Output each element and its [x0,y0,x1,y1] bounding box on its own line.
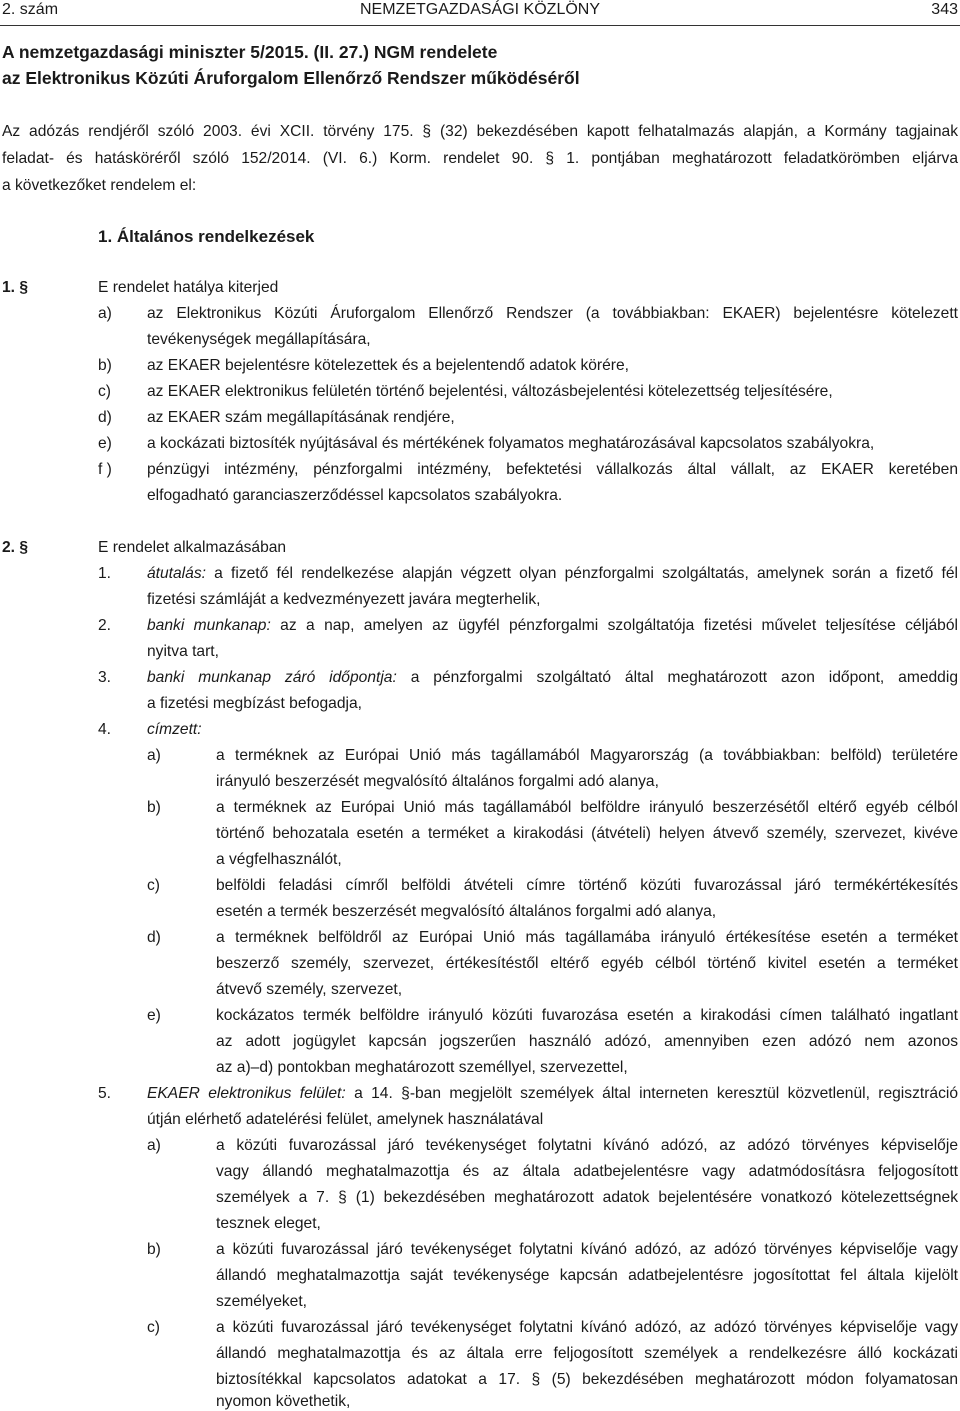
sub-item-text: állandó meghatalmazottja és az általa erre feljogosított személyek a rendelkezésre álló kockázati [216,1345,958,1362]
par1-item-text: az EKAER szám megállapításának rendjére, [147,409,455,426]
par1-item-letter: c) [98,383,111,400]
par1-item-letter: a) [98,305,112,322]
sub-item-letter: b) [147,799,161,816]
par1-item-text: elfogadható garanciaszerződéssel kapcsolatos szabályokra. [147,487,563,504]
sub-item-letter: b) [147,1241,161,1258]
defined-term: EKAER elektronikus felület: [147,1085,346,1102]
header-rule [0,25,960,26]
par1-item-text: a kockázati biztosíték nyújtásával és mértékének folyamatos meghatározásával kapcsolatos szabályokra, [147,435,875,452]
sub-item-text: irányuló beszerzését megvalósító általános forgalmi adó alanya, [216,773,659,790]
preamble-line-2: feladat- és hatásköréről szóló 152/2014. (VI. 6.) Korm. rendelet 90. § 1. pontjában meghatározott feladatkörömben eljárva [2,150,958,167]
par1-item-text: pénzügyi intézmény, pénzforgalmi intézmény, befektetési vállalkozás által vállalt, az EKAER keretében [147,461,958,478]
paragraph-1-intro: E rendelet hatálya kiterjed [98,279,279,296]
par1-item-letter: b) [98,357,112,374]
defined-term: banki munkanap záró időpontja: [147,669,397,686]
sub-item-text: az a)–d) pontokban meghatározott személlyel, szervezettel, [216,1059,628,1076]
sub-item-text: állandó meghatalmazottja saját tevékenysége kapcsán adatbejelentésre jogosítottat fel általa kijelölt [216,1267,958,1284]
sub-item-text: tesznek eleget, [216,1215,321,1232]
preamble-line-3: a következőket rendelem el: [2,177,197,194]
definition-text: EKAER elektronikus felület: a 14. §-ban megjelölt személyek által interneten keresztül közvetlenül, regisztráció [147,1085,959,1102]
sub-item-text: beszerző személy, szervezet, értékesítéstől eltérő egyéb célból történő kivitel esetén a terméket [216,955,958,972]
par1-item-letter: e) [98,435,112,452]
definition-text: banki munkanap záró időpontja: a pénzforgalmi szolgáltató által meghatározott azon időpont, ameddig [147,669,958,686]
par1-item-text: az EKAER elektronikus felületén történő bejelentési, változásbejelentési kötelezettség teljesítésére, [147,383,833,400]
issue-number: 2. szám [2,1,59,18]
sub-item-text: esetén a termék beszerzését megvalósító általános forgalmi adó alanya, [216,903,717,920]
sub-item-text: a közúti fuvarozással járó tevékenységet folytatni kívánó adózó, az adózó törvényes képviselője vagy [216,1319,958,1336]
sub-item-letter: c) [147,877,160,894]
definition-text: a fizetési megbízást befogadja, [147,695,362,712]
preamble-line-1: Az adózás rendjéről szóló 2003. évi XCII. törvény 175. § (32) bekezdésében kapott felhatalmazás alapján, a Kormány tagjainak [2,123,958,140]
paragraph-2-intro: E rendelet alkalmazásában [98,539,287,556]
sub-item-letter: a) [147,1137,161,1154]
section-heading: 1. Általános rendelkezések [98,227,315,246]
sub-item-text: az adott jogügylet kapcsán jogszerűen használó adózó, amennyiben ezen adózó nem azonos [216,1033,958,1050]
page-header [0,0,960,24]
definition-text: banki munkanap: az a nap, amelyen az ügyfél pénzforgalmi szolgáltatója fizetési művelet teljesítése céljából [147,617,958,634]
definition-text: nyitva tart, [147,643,219,660]
sub-item-text: biztosítékkal kapcsolatos adatokat a 17. § (5) bekezdésében meghatározott módon folyamatosan [216,1371,958,1388]
sub-item-letter: a) [147,747,161,764]
par1-item-letter: d) [98,409,112,426]
sub-item-text: a közúti fuvarozással járó tevékenységet folytatni kívánó adózó, az adózó törvényes képviselője vagy [216,1241,958,1258]
sub-item-text: belföldi feladási címről belföldi átvételi címre történő közúti fuvarozással járó termékértékesítés [216,877,958,894]
defined-term: átutalás: [147,565,206,582]
definition-number: 2. [98,617,112,634]
sub-item-text: a közúti fuvarozással járó tevékenységet folytatni kívánó adózó, az adózó törvényes képviselője [216,1137,958,1154]
par1-item-text: az Elektronikus Közúti Áruforgalom Ellenőrző Rendszer (a továbbiakban: EKAER) bejelentésre kötelezett [147,305,958,322]
regulation-title-line-2: az Elektronikus Közúti Áruforgalom Ellenőrző Rendszer működéséről [2,68,580,88]
paragraph-2-number: 2. § [2,539,29,556]
journal-name: NEMZETGAZDASÁGI KÖZLÖNY [359,1,601,18]
defined-term: címzett: [147,721,202,738]
definition-text: fizetési számláját a kedvezményezett javára megterhelik, [147,591,541,608]
sub-item-text: a végfelhasználót, [216,851,342,868]
defined-term: banki munkanap: [147,617,271,634]
definition-number: 5. [98,1085,112,1102]
sub-item-text: személyek a 7. § (1) bekezdésében meghatározott adatok bejelentésére vonatkozó kötelezettségnek [216,1189,958,1206]
sub-item-text: a terméknek belföldről az Európai Unió más tagállamába irányuló értékesítése esetén a terméket [216,929,958,946]
sub-item-text: kockázatos termék belföldre irányuló közúti fuvarozása esetén a kirakodási címen található ingatlant [216,1007,958,1024]
definition-text: átutalás: a fizető fél rendelkezése alapján végzett olyan pénzforgalmi szolgáltatás, amelynek során a fizető fél [147,565,958,582]
sub-item-text: a terméknek az Európai Unió más tagállamából belföldre irányuló beszerzésétől eltérő egyéb célból [216,799,958,816]
sub-item-text: átvevő személy, szervezet, [216,981,403,998]
definition-number: 1. [98,565,112,582]
par1-item-letter: f ) [98,461,112,478]
definition-number: 3. [98,669,112,686]
sub-item-text: a terméknek az Európai Unió más tagállamából Magyarország (a továbbiakban: belföld) területére [216,747,958,764]
page-number: 343 [931,1,958,18]
sub-item-letter: d) [147,929,161,946]
sub-item-text: történő behozatala esetén a terméket a kirakodási (átvételi) helyen átvevő személy, szervezet, kivéve [216,825,958,842]
definition-text: útján elérhető adatelérési felület, amelynek használatával [147,1111,544,1128]
definition-number: 4. [98,721,112,738]
par1-item-text: az EKAER bejelentésre kötelezettek és a bejelentendő adatok körére, [147,357,629,374]
sub-item-letter: e) [147,1007,161,1024]
sub-item-text: személyeket, [216,1293,307,1310]
par1-item-text: tevékenységek megállapítására, [147,331,371,348]
sub-item-letter: c) [147,1319,160,1336]
regulation-title-line-1: A nemzetgazdasági miniszter 5/2015. (II. 27.) NGM rendelete [2,42,498,62]
paragraph-1-number: 1. § [2,279,29,296]
sub-item-text: vagy állandó meghatalmazottja és az általa adatbejelentésre vagy adatmódosításra feljogosított [216,1163,958,1180]
sub-item-text: nyomon követhetik, [216,1393,351,1410]
